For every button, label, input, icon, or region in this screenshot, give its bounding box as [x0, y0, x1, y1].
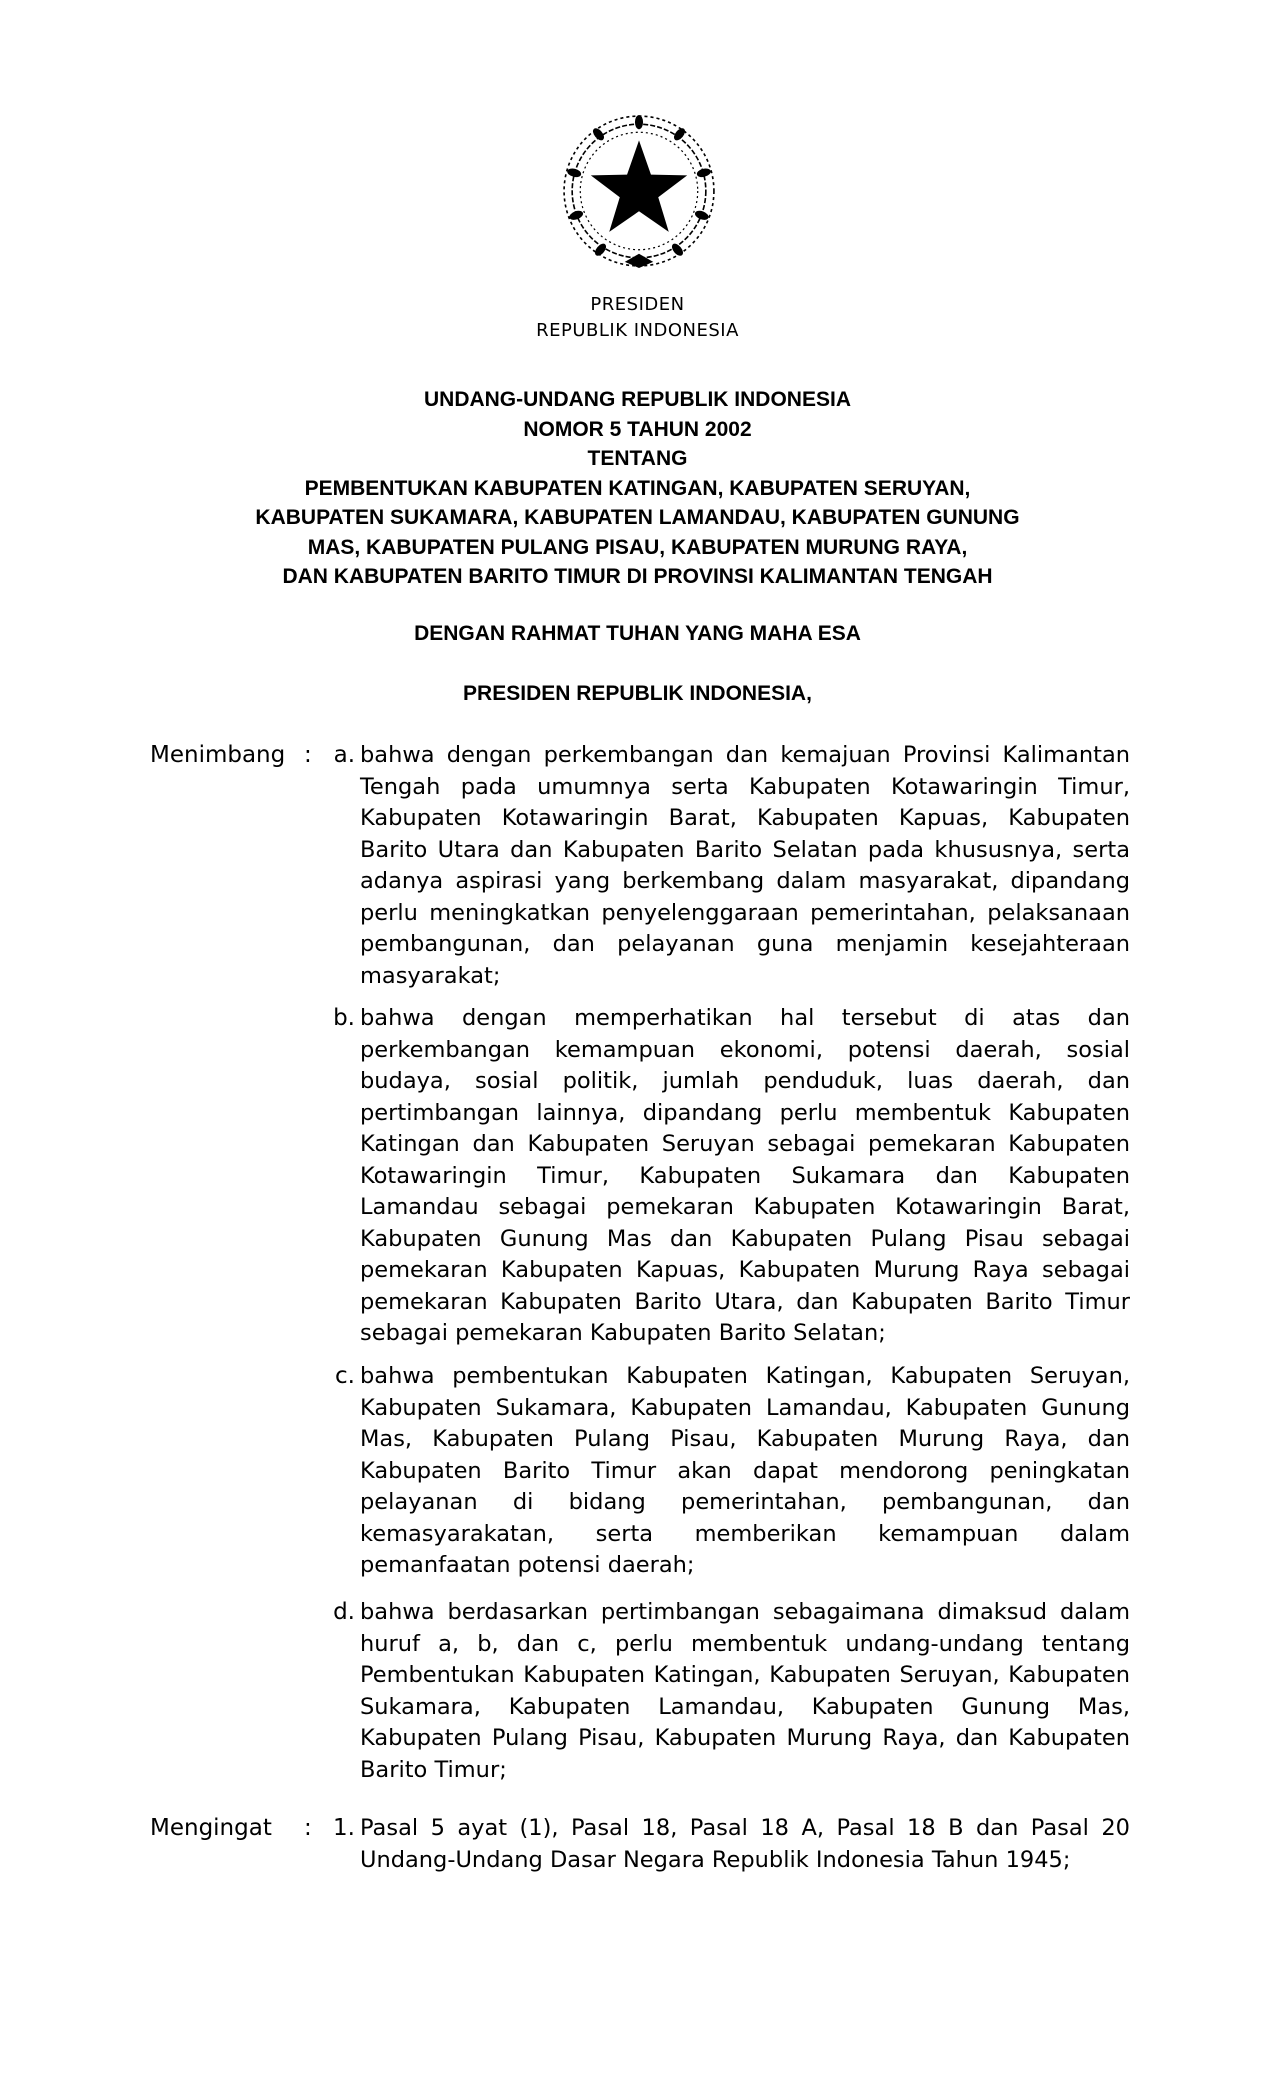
mengingat-label: Mengingat [150, 1815, 272, 1841]
menimbang-item-c [320, 1361, 1130, 1582]
title-line: KABUPATEN SUKAMARA, KABUPATEN LAMANDAU, KABUPATEN GUNUNG [255, 506, 1020, 529]
item-marker: b. [333, 1005, 355, 1031]
title-line: NOMOR 5 TAHUN 2002 [523, 417, 752, 441]
item-text: Pasal 5 ayat (1), Pasal 18, Pasal 18 A, Pasal 18 B dan Pasal 20 Undang-Undang Dasar Negara Republik Indonesia Tahun 1945; [360, 1815, 1130, 1873]
item-marker: 1. [333, 1815, 355, 1841]
item-text: bahwa dengan perkembangan dan kemajuan Provinsi Kalimantan Tengah pada umumnya serta Kabupaten Kotawaringin Timur, Kabupaten Kotawaringin Barat, Kabupaten Kapuas, Kabupaten Barito Utara dan Kabupaten Barito Selatan pada khususnya, serta adanya aspirasi yang berkembang dalam masyarakat, dipandang perlu meningkatkan penyelenggaraan pemerintahan, pelaksanaan pembangunan, dan pelayanan guna menjamin kesejahteraan masyarakat; [360, 742, 1130, 989]
item-text: bahwa dengan memperhatikan hal tersebut di atas dan perkembangan kemampuan ekonomi, potensi daerah, sosial budaya, sosial politik, jumlah penduduk, luas daerah, dan pertimbangan lainnya, dipandang perlu membentuk Kabupaten Katingan dan Kabupaten Seruyan sebagai pemekaran Kabupaten Kotawaringin Timur, Kabupaten Sukamara dan Kabupaten Lamandau sebagai pemekaran Kabupaten Kotawaringin Barat, Kabupaten Gunung Mas dan Kabupaten Pulang Pisau sebagai pemekaran Kabupaten Kapuas, Kabupaten Murung Raya sebagai pemekaran Kabupaten Barito Utara, dan Kabupaten Barito Timur sebagai pemekaran Kabupaten Barito Selatan; [360, 1005, 1130, 1346]
title-line: MAS, KABUPATEN PULANG PISAU, KABUPATEN MURUNG RAYA, [307, 535, 968, 559]
blessing-heading: DENGAN RAHMAT TUHAN YANG MAHA ESA [414, 622, 861, 645]
header-republik-indonesia: REPUBLIK INDONESIA [536, 320, 739, 341]
menimbang-item-a [320, 740, 1130, 992]
header-presiden: PRESIDEN [590, 294, 685, 315]
item-text: bahwa berdasarkan pertimbangan sebagaimana dimaksud dalam huruf a, b, dan c, perlu membentuk undang-undang tentang Pembentukan Kabupaten Katingan, Kabupaten Seruyan, Kabupaten Sukamara, Kabupaten Lamandau, Kabupaten Gunung Mas, Kabupaten Pulang Pisau, Kabupaten Murung Raya, dan Kabupaten Barito Timur; [360, 1599, 1130, 1783]
title-line: UNDANG-UNDANG REPUBLIK INDONESIA [423, 388, 851, 411]
menimbang-colon: : [304, 742, 312, 768]
presidential-emblem [558, 110, 720, 272]
menimbang-item-d [320, 1597, 1130, 1786]
menimbang-item-b [320, 1003, 1130, 1350]
president-heading: PRESIDEN REPUBLIK INDONESIA, [463, 682, 812, 705]
star-wreath-icon [558, 110, 720, 272]
menimbang-label: Menimbang [150, 742, 286, 768]
item-text: bahwa pembentukan Kabupaten Katingan, Kabupaten Seruyan, Kabupaten Sukamara, Kabupaten Lamandau, Kabupaten Gunung Mas, Kabupaten Pulang Pisau, Kabupaten Murung Raya, dan Kabupaten Barito Timur akan dapat mendorong peningkatan pelayanan di bidang pemerintahan, pembangunan, dan kemasyarakatan, serta memberikan kemampuan dalam pemanfaatan potensi daerah; [360, 1363, 1130, 1578]
document-title [150, 385, 1125, 592]
title-line: TENTANG [587, 447, 688, 470]
item-marker: a. [333, 742, 355, 768]
item-marker: d. [333, 1599, 355, 1625]
mengingat-colon: : [304, 1815, 312, 1841]
title-line: PEMBENTUKAN KABUPATEN KATINGAN, KABUPATEN SERUYAN, [304, 476, 971, 500]
title-line: DAN KABUPATEN BARITO TIMUR DI PROVINSI KALIMANTAN TENGAH [282, 565, 993, 588]
item-marker: c. [335, 1363, 355, 1389]
mengingat-item-1 [320, 1813, 1130, 1876]
